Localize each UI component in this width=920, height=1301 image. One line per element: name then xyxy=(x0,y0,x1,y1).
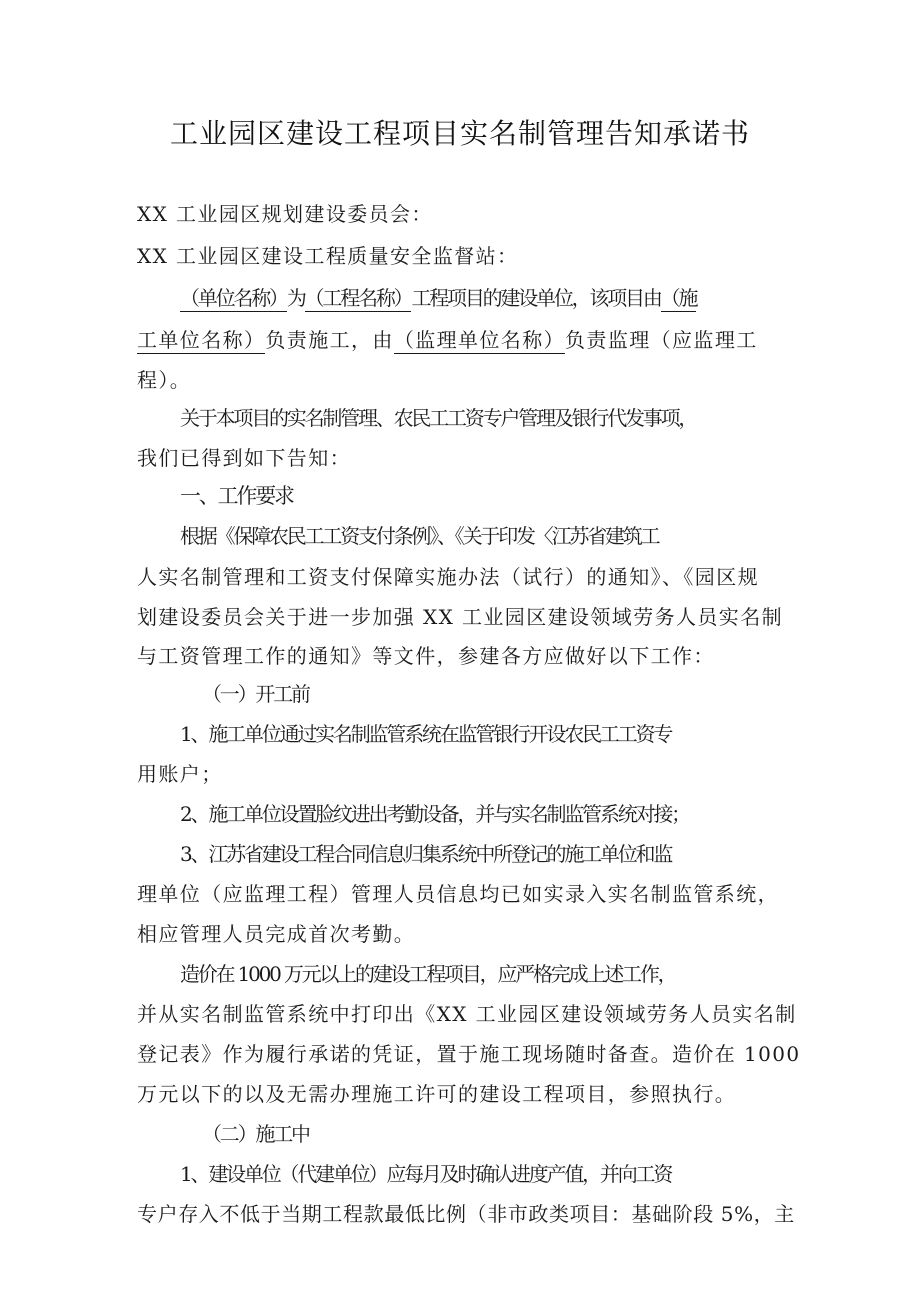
project-name-blank: （工程名称） xyxy=(304,286,412,310)
intro-line-1 xyxy=(180,282,840,314)
recipient-line: XX 工业园区规划建设委员会： xyxy=(137,202,433,226)
paragraph-line: 造价在 1000 万元以上的建设工程项目，应严格完成上述工作， xyxy=(180,962,676,986)
intro-line-2 xyxy=(137,324,797,356)
paragraph-line: 并从实名制监管系统中打印出《XX 工业园区建设领域劳务人员实名制 xyxy=(137,1002,797,1026)
list-item-line: 3、江苏省建设工程合同信息归集系统中所登记的施工单位和监 xyxy=(180,842,672,866)
subsection-heading: （二）施工中 xyxy=(202,1122,309,1146)
notice-line: 我们已得到如下告知： xyxy=(137,446,351,470)
paragraph-line: 万元以下的以及无需办理施工许可的建设工程项目，参照执行。 xyxy=(137,1082,737,1106)
recipient-line: XX 工业园区建设工程质量安全监督站： xyxy=(137,244,519,268)
paragraph-line: 专户存入不低于当期工程款最低比例（非市政类项目：基础阶段 5%，主 xyxy=(137,1202,795,1226)
paragraph-line: 登记表》作为履行承诺的凭证，置于施工现场随时备查。造价在 1000 xyxy=(137,1042,801,1066)
section-heading: 一、工作要求 xyxy=(180,484,293,508)
list-item-line: 相应管理人员完成首次考勤。 xyxy=(137,922,416,946)
intro-text: 工程项目的建设单位，该项目由 xyxy=(411,286,661,310)
paragraph-line: 1、建设单位（代建单位）应每月及时确认进度产值，并向工资 xyxy=(180,1162,672,1186)
paragraph-line: 与工资管理工作的通知》等文件，参建各方应做好以下工作： xyxy=(137,644,715,668)
list-item-line: 1、施工单位通过实名制监管系统在监管银行开设农民工工资专 xyxy=(180,722,672,746)
paragraph-line: 人实名制管理和工资支付保障实施办法（试行）的通知》、《园区规 xyxy=(137,565,759,589)
intro-line-3: 程）。 xyxy=(137,368,192,392)
paragraph-line: 划建设委员会关于进一步加强 XX 工业园区建设领域劳务人员实名制 xyxy=(137,605,783,629)
unit-name-blank: （单位名称） xyxy=(180,286,287,310)
list-item-line: 2、施工单位设置脸纹进出考勤设备，并与实名制监管系统对接； xyxy=(180,802,689,826)
supervisor-name-blank: （监理单位名称） xyxy=(393,328,566,352)
intro-text: 为 xyxy=(286,286,305,310)
contractor-name-blank: 工单位名称） xyxy=(137,328,266,352)
subsection-heading: （一）开工前 xyxy=(202,682,309,706)
contractor-name-blank: （施 xyxy=(660,286,697,310)
list-item-line: 用账户； xyxy=(137,762,223,786)
intro-text: 负责监理（应监理工 xyxy=(565,328,758,352)
paragraph-line: 根据《保障农民工工资支付条例》、《关于印发〈江苏省建筑工 xyxy=(180,524,659,548)
intro-text: 负责施工，由 xyxy=(265,328,394,352)
list-item-line: 理单位（应监理工程）管理人员信息均已如实录入实名制监管系统， xyxy=(137,882,779,906)
notice-line: 关于本项目的实名制管理、农民工工资专户管理及银行代发事项， xyxy=(180,406,697,430)
document-title: 工业园区建设工程项目实名制管理告知承诺书 xyxy=(169,117,750,150)
